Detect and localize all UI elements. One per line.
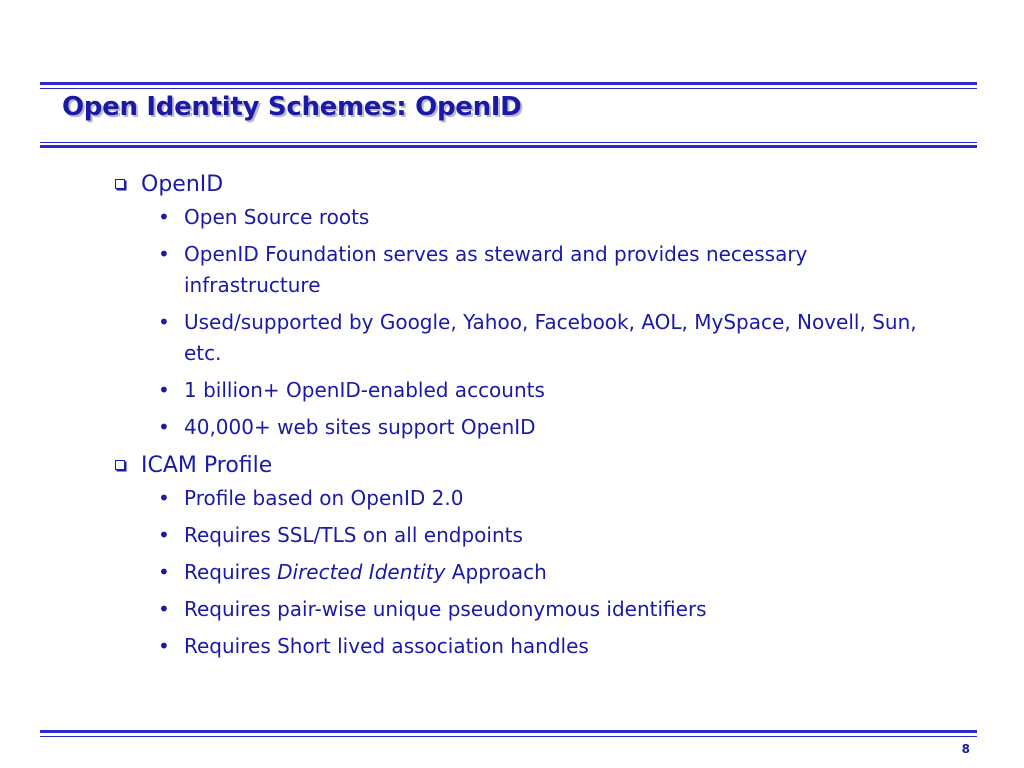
checkbox-bullet-icon — [115, 460, 125, 470]
list-item — [158, 483, 938, 514]
title-rule-thin — [40, 142, 977, 143]
checkbox-bullet-icon — [115, 179, 125, 189]
list-item — [158, 239, 938, 301]
section-heading: OpenID — [141, 172, 224, 197]
section-heading: ICAM Profile — [141, 453, 273, 478]
title-rule-thick — [40, 145, 977, 148]
list-item-text-post: Approach — [445, 560, 547, 584]
bullet-dot-icon: • — [158, 597, 170, 621]
top-rule-thin — [40, 88, 977, 89]
bullet-dot-icon: • — [158, 415, 170, 439]
section-icam-profile — [112, 449, 982, 662]
bullet-dot-icon: • — [158, 560, 170, 584]
bottom-rule-thin — [40, 736, 977, 737]
section-heading-row — [112, 449, 982, 483]
list-item-text: 1 billion+ OpenID-enabled accounts — [184, 378, 545, 402]
bullet-dot-icon: • — [158, 205, 170, 229]
list-item-text: Requires Short lived association handles — [184, 634, 589, 658]
section-list — [112, 168, 982, 662]
bullet-dot-icon: • — [158, 242, 170, 266]
slide-title: Open Identity Schemes: OpenID — [62, 92, 522, 122]
list-item-text: Used/supported by Google, Yahoo, Facebook, AOL, MySpace, Novell, Sun, etc. — [184, 310, 917, 365]
sub-bullet-list — [158, 202, 982, 443]
list-item — [158, 412, 938, 443]
bullet-dot-icon: • — [158, 378, 170, 402]
list-item-text-pre: Requires — [184, 560, 278, 584]
list-item — [158, 375, 938, 406]
top-rule-thick — [40, 82, 977, 85]
list-item — [158, 631, 938, 662]
list-item-text: Requires pair-wise unique pseudonymous identifiers — [184, 597, 707, 621]
list-item-text-emphasis: Directed Identity — [277, 560, 446, 584]
list-item-text — [184, 557, 938, 588]
list-item-text: 40,000+ web sites support OpenID — [184, 415, 536, 439]
list-item — [158, 307, 938, 369]
sub-bullet-list — [158, 483, 982, 662]
bullet-dot-icon: • — [158, 634, 170, 658]
bottom-rule-thick — [40, 730, 977, 733]
bullet-dot-icon: • — [158, 486, 170, 510]
section-openid — [112, 168, 982, 443]
list-item-text: Profile based on OpenID 2.0 — [184, 486, 464, 510]
bullet-dot-icon: • — [158, 523, 170, 547]
list-item-text: Open Source roots — [184, 205, 370, 229]
list-item — [158, 557, 938, 588]
list-item — [158, 202, 938, 233]
slide-body — [112, 168, 982, 668]
list-item-text: OpenID Foundation serves as steward and provides necessary infrastructure — [184, 242, 808, 297]
page-number: 8 — [961, 742, 970, 756]
list-item-text: Requires SSL/TLS on all endpoints — [184, 523, 523, 547]
list-item — [158, 594, 938, 625]
bullet-dot-icon: • — [158, 310, 170, 334]
list-item — [158, 520, 938, 551]
section-heading-row — [112, 168, 982, 202]
